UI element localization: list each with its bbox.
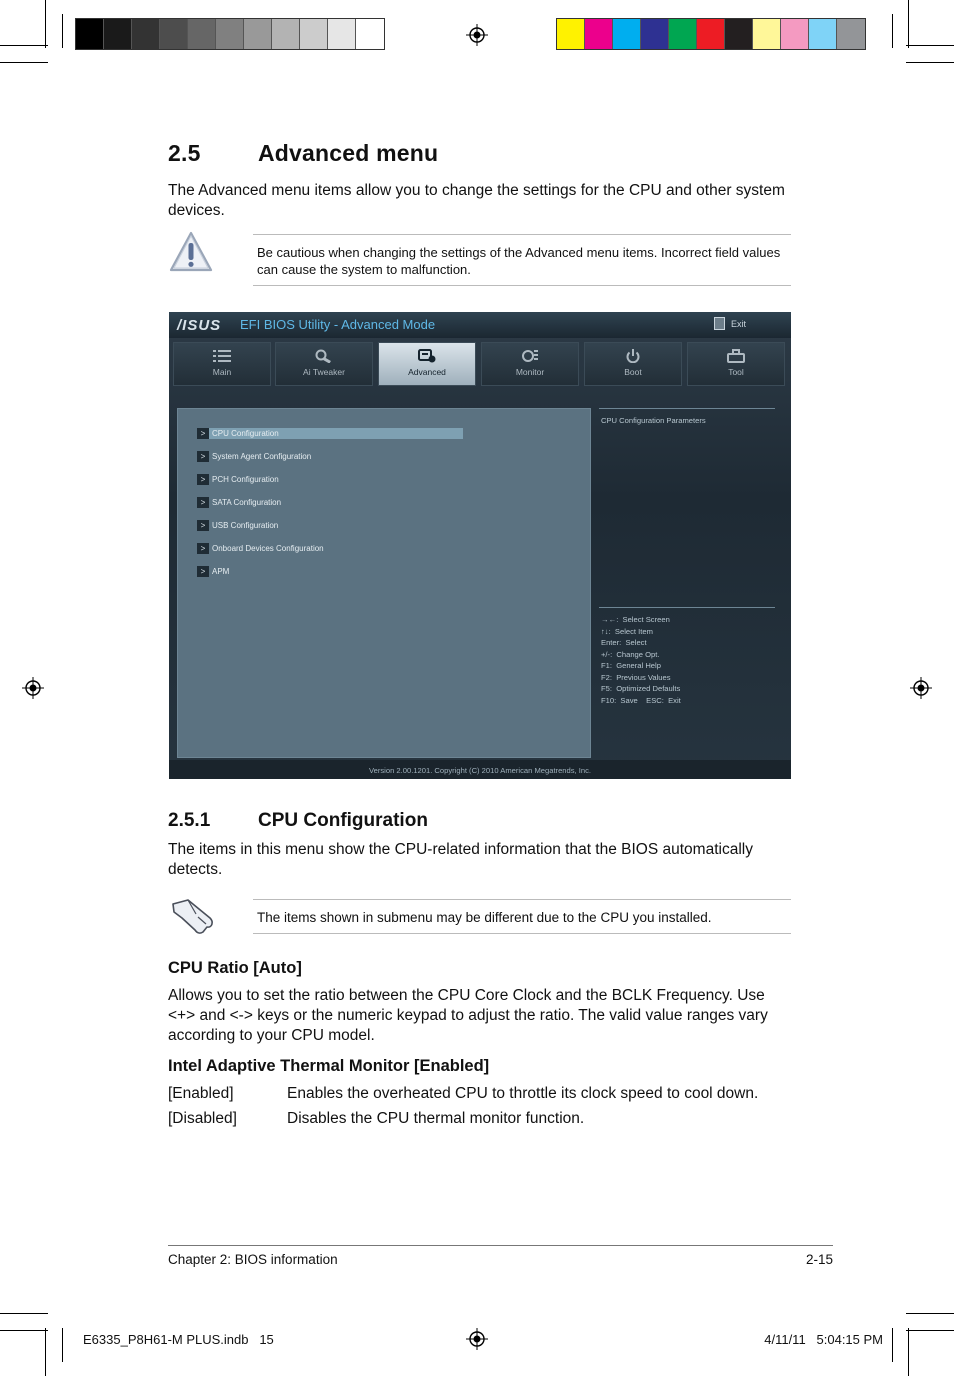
exit-door-icon	[714, 317, 725, 330]
tab-boot-label: Boot	[624, 367, 642, 377]
gray-swatch	[132, 19, 160, 49]
registration-mark-icon	[22, 677, 44, 699]
tab-main-label: Main	[212, 367, 232, 377]
submenu-arrow-icon: >	[197, 566, 209, 577]
tab-boot[interactable]	[584, 342, 682, 386]
gray-swatch	[188, 19, 216, 49]
slug-file: E6335_P8H61-M PLUS.indb 15	[83, 1332, 274, 1347]
color-swatch	[809, 19, 837, 49]
gray-swatch	[104, 19, 132, 49]
bios-menu-item-label: PCH Configuration	[212, 475, 279, 484]
bios-title: EFI BIOS Utility - Advanced Mode	[240, 317, 436, 332]
bios-menu-item[interactable]	[197, 566, 229, 577]
key-help-line: →←: Select Screen	[601, 615, 670, 624]
key-help-line: +/-: Change Opt.	[601, 649, 660, 659]
bios-menu-panel	[177, 408, 591, 758]
asus-logo: /ISUS	[177, 317, 222, 334]
subsection-intro: The items in this menu show the CPU-related information that the BIOS automatically detects.	[168, 841, 753, 878]
exit-label: Exit	[731, 318, 747, 329]
color-swatch	[753, 19, 781, 49]
color-swatch	[781, 19, 809, 49]
bios-menu-item[interactable]	[197, 474, 279, 485]
gray-swatch	[328, 19, 356, 49]
bios-tabs	[173, 342, 787, 386]
color-swatch	[725, 19, 753, 49]
subsection-title	[168, 810, 428, 832]
cpu-ratio-title: CPU Ratio [Auto]	[168, 959, 302, 977]
bios-menu-item[interactable]	[197, 428, 279, 439]
submenu-arrow-icon: >	[197, 451, 209, 462]
key-help-line: F5: Optimized Defaults	[601, 684, 681, 693]
bios-menu-item[interactable]	[197, 497, 281, 508]
cpu-ratio-text: Allows you to set the ratio between the CPU Core Clock and the BCLK Frequency. Use <+> and <-> keys or the numeric keypad to adjust the ratio. The valid value ranges vary according to your CPU model.	[168, 987, 768, 1044]
tab-monitor-label: Monitor	[515, 367, 545, 377]
gray-swatch	[76, 19, 104, 49]
bios-menu-item[interactable]	[197, 520, 278, 531]
registration-mark-icon	[466, 1328, 488, 1350]
option-enabled-key: [Enabled]	[168, 1085, 234, 1102]
tab-main[interactable]	[173, 342, 271, 386]
option-enabled-desc: Enables the overheated CPU to throttle its clock speed to cool down.	[287, 1085, 759, 1102]
tool-icon	[727, 349, 745, 363]
footer-page-number: 2-15	[805, 1252, 833, 1267]
gray-swatch	[216, 19, 244, 49]
section-title	[168, 140, 438, 167]
tab-monitor[interactable]	[481, 342, 579, 386]
caution-note-text: Be cautious when changing the settings of the Advanced menu items. Incorrect field values can cause the system to malfunction.	[257, 245, 781, 277]
color-swatch	[837, 19, 865, 49]
color-swatch	[613, 19, 641, 49]
thermal-monitor-title: Intel Adaptive Thermal Monitor [Enabled]	[168, 1057, 490, 1075]
key-help-line: F1: General Help	[601, 661, 661, 670]
tab-advanced[interactable]	[378, 342, 476, 386]
bios-menu-item-label: USB Configuration	[212, 521, 279, 530]
subsection-number: 2.5.1	[168, 810, 211, 831]
help-divider-top	[599, 408, 775, 409]
submenu-arrow-icon: >	[197, 543, 209, 554]
hand-note-icon	[170, 896, 218, 936]
gray-swatch	[244, 19, 272, 49]
submenu-arrow-icon: >	[197, 520, 209, 531]
key-help-list	[601, 614, 681, 706]
color-swatch	[557, 19, 585, 49]
gray-swatch	[300, 19, 328, 49]
slug-date: 4/11/11 5:04:15 PM	[764, 1332, 883, 1347]
bios-screenshot	[169, 312, 791, 779]
gray-color-bar	[75, 18, 385, 50]
bios-menu-item-label: CPU Configuration	[212, 429, 279, 438]
option-disabled-key: [Disabled]	[168, 1110, 237, 1127]
color-swatch	[585, 19, 613, 49]
bios-menu-item-label: APM	[212, 567, 230, 576]
bios-menu-item-label: Onboard Devices Configuration	[212, 544, 324, 553]
tab-tool[interactable]	[687, 342, 785, 386]
tab-advanced-label: Advanced	[408, 367, 446, 377]
gray-swatch	[160, 19, 188, 49]
power-icon	[624, 349, 642, 363]
section-intro: The Advanced menu items allow you to change the settings for the CPU and other system devices.	[168, 182, 785, 219]
monitor-icon	[521, 349, 539, 363]
bios-menu-item-label: System Agent Configuration	[212, 452, 312, 461]
key-help-line: F2: Previous Values	[601, 672, 671, 682]
submenu-arrow-icon: >	[197, 428, 209, 439]
section-number: 2.5	[168, 140, 201, 166]
bios-menu-item[interactable]	[197, 543, 324, 554]
help-title: CPU Configuration Parameters	[601, 416, 706, 425]
color-bar	[556, 18, 866, 50]
list-icon	[213, 349, 231, 363]
key-help-line: Enter: Select	[601, 638, 647, 647]
section-title-text: Advanced menu	[258, 140, 439, 166]
exit-button[interactable]	[714, 317, 746, 330]
caution-note	[253, 234, 791, 286]
color-swatch	[641, 19, 669, 49]
footer-chapter: Chapter 2: BIOS information	[168, 1252, 338, 1267]
tab-tool-label: Tool	[728, 367, 744, 377]
color-swatch	[697, 19, 725, 49]
tab-ai-tweaker-label: Ai Tweaker	[303, 367, 345, 377]
advanced-icon	[418, 349, 436, 363]
submenu-arrow-icon: >	[197, 497, 209, 508]
subsection-title-text: CPU Configuration	[258, 810, 428, 831]
gray-swatch	[272, 19, 300, 49]
bios-menu-item-label: SATA Configuration	[212, 498, 282, 507]
caution-icon	[168, 230, 214, 274]
key-help-line: F10: Save ESC: Exit	[601, 695, 681, 705]
option-disabled-desc: Disables the CPU thermal monitor function.	[287, 1110, 585, 1127]
key-help-line: ↑↓: Select Item	[601, 626, 653, 636]
submenu-note-text: The items shown in submenu may be different due to the CPU you installed.	[257, 910, 712, 925]
tweaker-icon	[315, 349, 333, 363]
bios-version: Version 2.00.1201. Copyright (C) 2010 American Megatrends, Inc.	[368, 766, 592, 775]
bios-menu-item[interactable]	[197, 451, 311, 462]
registration-mark-icon	[466, 24, 488, 46]
registration-mark-icon	[910, 677, 932, 699]
help-divider-bottom	[599, 607, 775, 608]
submenu-note	[253, 899, 791, 934]
footer-rule	[168, 1245, 833, 1246]
submenu-arrow-icon: >	[197, 474, 209, 485]
gray-swatch	[356, 19, 384, 49]
tab-ai-tweaker[interactable]	[275, 342, 373, 386]
color-swatch	[669, 19, 697, 49]
